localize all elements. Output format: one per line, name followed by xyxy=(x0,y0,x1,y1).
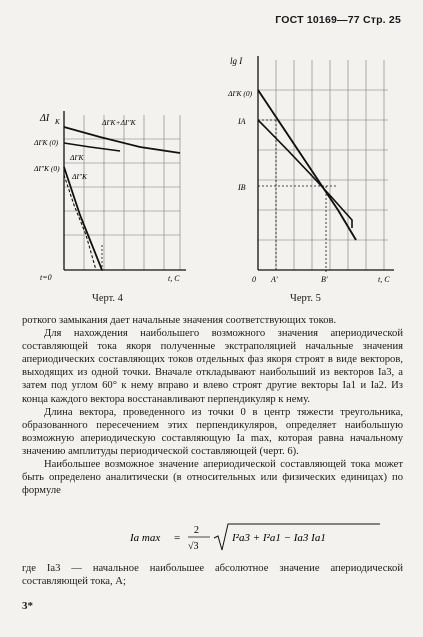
figure-5-tick-B: B′ xyxy=(321,275,328,284)
figure-4-curve-dIk2-dashed xyxy=(64,175,96,270)
figure-5-label-IA: IA xyxy=(238,117,246,126)
figure-5 xyxy=(228,50,408,290)
figure-5-y-axis-label: lg I xyxy=(230,56,243,66)
formula-lhs: Ia max xyxy=(130,532,161,544)
figure-4-label-dIk1-0: ΔI′K (0) xyxy=(34,138,59,147)
figure-5-caption: Черт. 5 xyxy=(290,293,321,304)
formula-radicand: I²a3 + I²a1 − Ia3 Ia1 xyxy=(232,532,326,544)
paragraph-4: Наибольшее возможное значение апериодической составляющей тока может быть определено аналитически (в относительных или физических единицах) по формуле xyxy=(22,459,403,497)
formula-denominator: √3 xyxy=(188,541,199,552)
figure-4-label-dIk2-0: ΔI″K (0) xyxy=(34,164,60,173)
figure-4-y-axis-sub: K xyxy=(55,118,60,126)
figure-4-grid xyxy=(64,115,180,270)
figure-4-curve-dIk1 xyxy=(64,143,120,151)
figure-4-legend: ΔI′K+ΔI″K xyxy=(102,118,136,127)
figure-4-y-axis-label: ΔI xyxy=(40,113,50,124)
paragraph-5: где Ia3 — начальное наибольшее абсолютное значение апериодической составляющей тока, А; xyxy=(22,563,403,588)
figure-5-origin: 0 xyxy=(252,275,256,284)
figure-5-curve-main xyxy=(258,90,356,240)
paragraph-2: Для нахождения наибольшего возможного значения апериодической составляющей тока якоря полученные экстраполяцией начальные значения апериодических составляющих токов отдельных фаз якоря строят в виде векторов, выходящих из одной точки. Вначале откладывают наибольший из векторов Ia3, а затем под углом 60° к нему вправо и влево строят другие векторы Ia1 и Ia2. Из конца каждого вектора восстанавливают перпендикуляр к нему. xyxy=(22,328,403,405)
figure-4 xyxy=(34,105,200,285)
figure-5-label-dIk0: ΔI′K (0) xyxy=(228,89,253,98)
page-mark: 3* xyxy=(22,600,33,612)
body-text xyxy=(22,314,403,497)
figure-5-plot xyxy=(228,50,408,290)
formula-eq: = xyxy=(174,532,181,544)
figure-4-plot xyxy=(34,105,200,285)
figure-4-label-dIk2: ΔI″K xyxy=(72,172,88,181)
figure-5-tick-A: A′ xyxy=(271,275,278,284)
formula-numerator: 2 xyxy=(194,525,199,536)
figure-5-grid xyxy=(258,60,388,270)
figure-5-x-axis-label: t, C xyxy=(378,275,390,284)
formula xyxy=(130,520,390,554)
figure-4-caption: Черт. 4 xyxy=(92,293,123,304)
figure-5-label-IB: IB xyxy=(238,183,246,192)
paragraph-1: роткого замыкания дает начальные значения соответствующих токов. xyxy=(22,315,337,326)
figure-4-origin: t=0 xyxy=(40,273,52,282)
formula-svg xyxy=(130,520,390,554)
paragraph-3: Длина вектора, проведенного из точки 0 в центр тяжести треугольника, образованного пересечением этих перпендикуляров, определяет наибольшую возможную апериодическую составляющую Ia max, которая равна начальному значению амплитуды периодической составляющей (черт. 6). xyxy=(22,406,403,457)
figure-4-label-dIk1: ΔI′K xyxy=(70,153,84,162)
figure-4-curve-sum xyxy=(64,127,180,153)
page-header: ГОСТ 10169—77 Стр. 25 xyxy=(275,14,401,26)
figure-4-x-axis-label: t, C xyxy=(168,274,180,283)
figure-4-curve-dIk2 xyxy=(64,167,102,270)
figure-5-curve-secondary xyxy=(258,120,352,228)
body-text-bottom xyxy=(22,562,403,588)
